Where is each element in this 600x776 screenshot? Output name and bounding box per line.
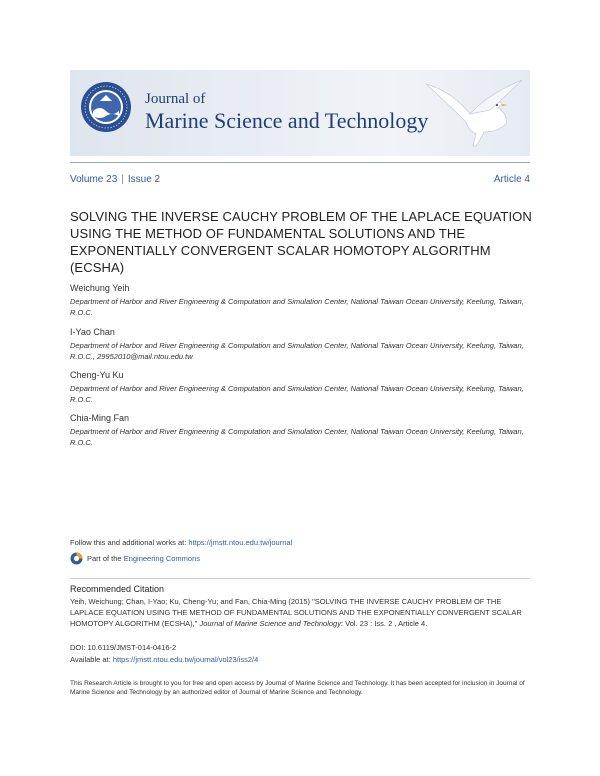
part-of-line [70,552,200,565]
available-line [70,655,258,664]
engineering-commons-link[interactable]: Engineering Commons [123,554,200,563]
volume-link[interactable]: Volume 23 [70,174,118,185]
author-affiliation: Department of Harbor and River Engineering & Computation and Simulation Center, National Taiwan Ocean University, Keelung, Taiwan, R.O.C. [70,384,524,404]
journal-banner [70,70,530,156]
author-block [70,370,535,405]
part-of-prefix: Part of the [87,554,122,563]
author-name: Weichung Yeih [70,283,130,293]
citation-tail: : Vol. 23 : Iss. 2 , Article 4. [340,619,428,628]
meta-separator: | [121,174,124,185]
journal-title: Marine Science and Technology [145,108,429,133]
journal-url-link[interactable]: https://jmstt.ntou.edu.tw/journal [188,538,293,547]
issue-meta [70,174,530,185]
author-affiliation: Department of Harbor and River Engineering & Computation and Simulation Center, National Taiwan Ocean University, Keelung, Taiwan, R.O.C. [70,297,524,317]
author-affiliation: Department of Harbor and River Engineering & Computation and Simulation Center, National Taiwan Ocean University, Keelung, Taiwan, R.O.C., 29952010@mail.ntou.edu.tw [70,341,524,361]
author-block [70,327,535,362]
author-block [70,413,535,448]
header-divider [70,162,530,163]
access-footnote: This Research Article is brought to you for free and open access by Journal of Marine Science and Technology. It has been accepted for inclusion in Journal of Marine Science and Technology by an authorized editor of Journal of Marine Science and Technology. [70,680,525,696]
citation-body [70,596,535,629]
issue-link[interactable]: Issue 2 [127,174,161,185]
journal-title-line1: Journal of [145,91,206,107]
author-name: I-Yao Chan [70,327,115,337]
author-block [70,283,535,318]
university-seal-logo [80,81,132,133]
seagull-icon [418,74,528,152]
author-name: Cheng-Yu Ku [70,370,124,380]
citation-doi: DOI: 10.6119/JMST-014-0416-2 [70,643,177,652]
author-affiliation: Department of Harbor and River Engineering & Computation and Simulation Center, National Taiwan Ocean University, Keelung, Taiwan, R.O.C. [70,427,524,447]
article-title: SOLVING THE INVERSE CAUCHY PROBLEM OF THE LAPLACE EQUATION USING THE METHOD OF FUNDAMENTAL SOLUTIONS AND THE EXPONENTIALLY CONVERGENT SCALAR HOMOTOPY ALGORITHM (ECSHA) [70,209,532,275]
article-link[interactable]: Article 4 [493,174,530,185]
citation-heading: Recommended Citation [70,584,165,594]
available-prefix: Available at: [70,655,113,664]
citation-journal: Journal of Marine Science and Technology [199,619,341,628]
author-name: Chia-Ming Fan [70,413,130,423]
follow-prefix: Follow this and additional works at: [70,538,189,547]
citation-text: Yeih, Weichung; Chan, I-Yao; Ku, Cheng-Yu; and Fan, Chia-Ming (2015) "SOLVING THE INVERSE CAUCHY PROBLEM OF THE LAPLACE EQUATION USING THE METHOD OF FUNDAMENTAL SOLUTIONS AND THE EXPONENTIALLY CONVERGENT SCALAR HOMOTOPY ALGORITHM (ECSHA)," [70,597,522,628]
follow-line [70,538,292,547]
citation-divider [70,578,530,579]
article-url-link[interactable]: https://jmstt.ntou.edu.tw/journal/vol23/iss2/4 [112,655,259,664]
open-access-icon [70,552,83,565]
